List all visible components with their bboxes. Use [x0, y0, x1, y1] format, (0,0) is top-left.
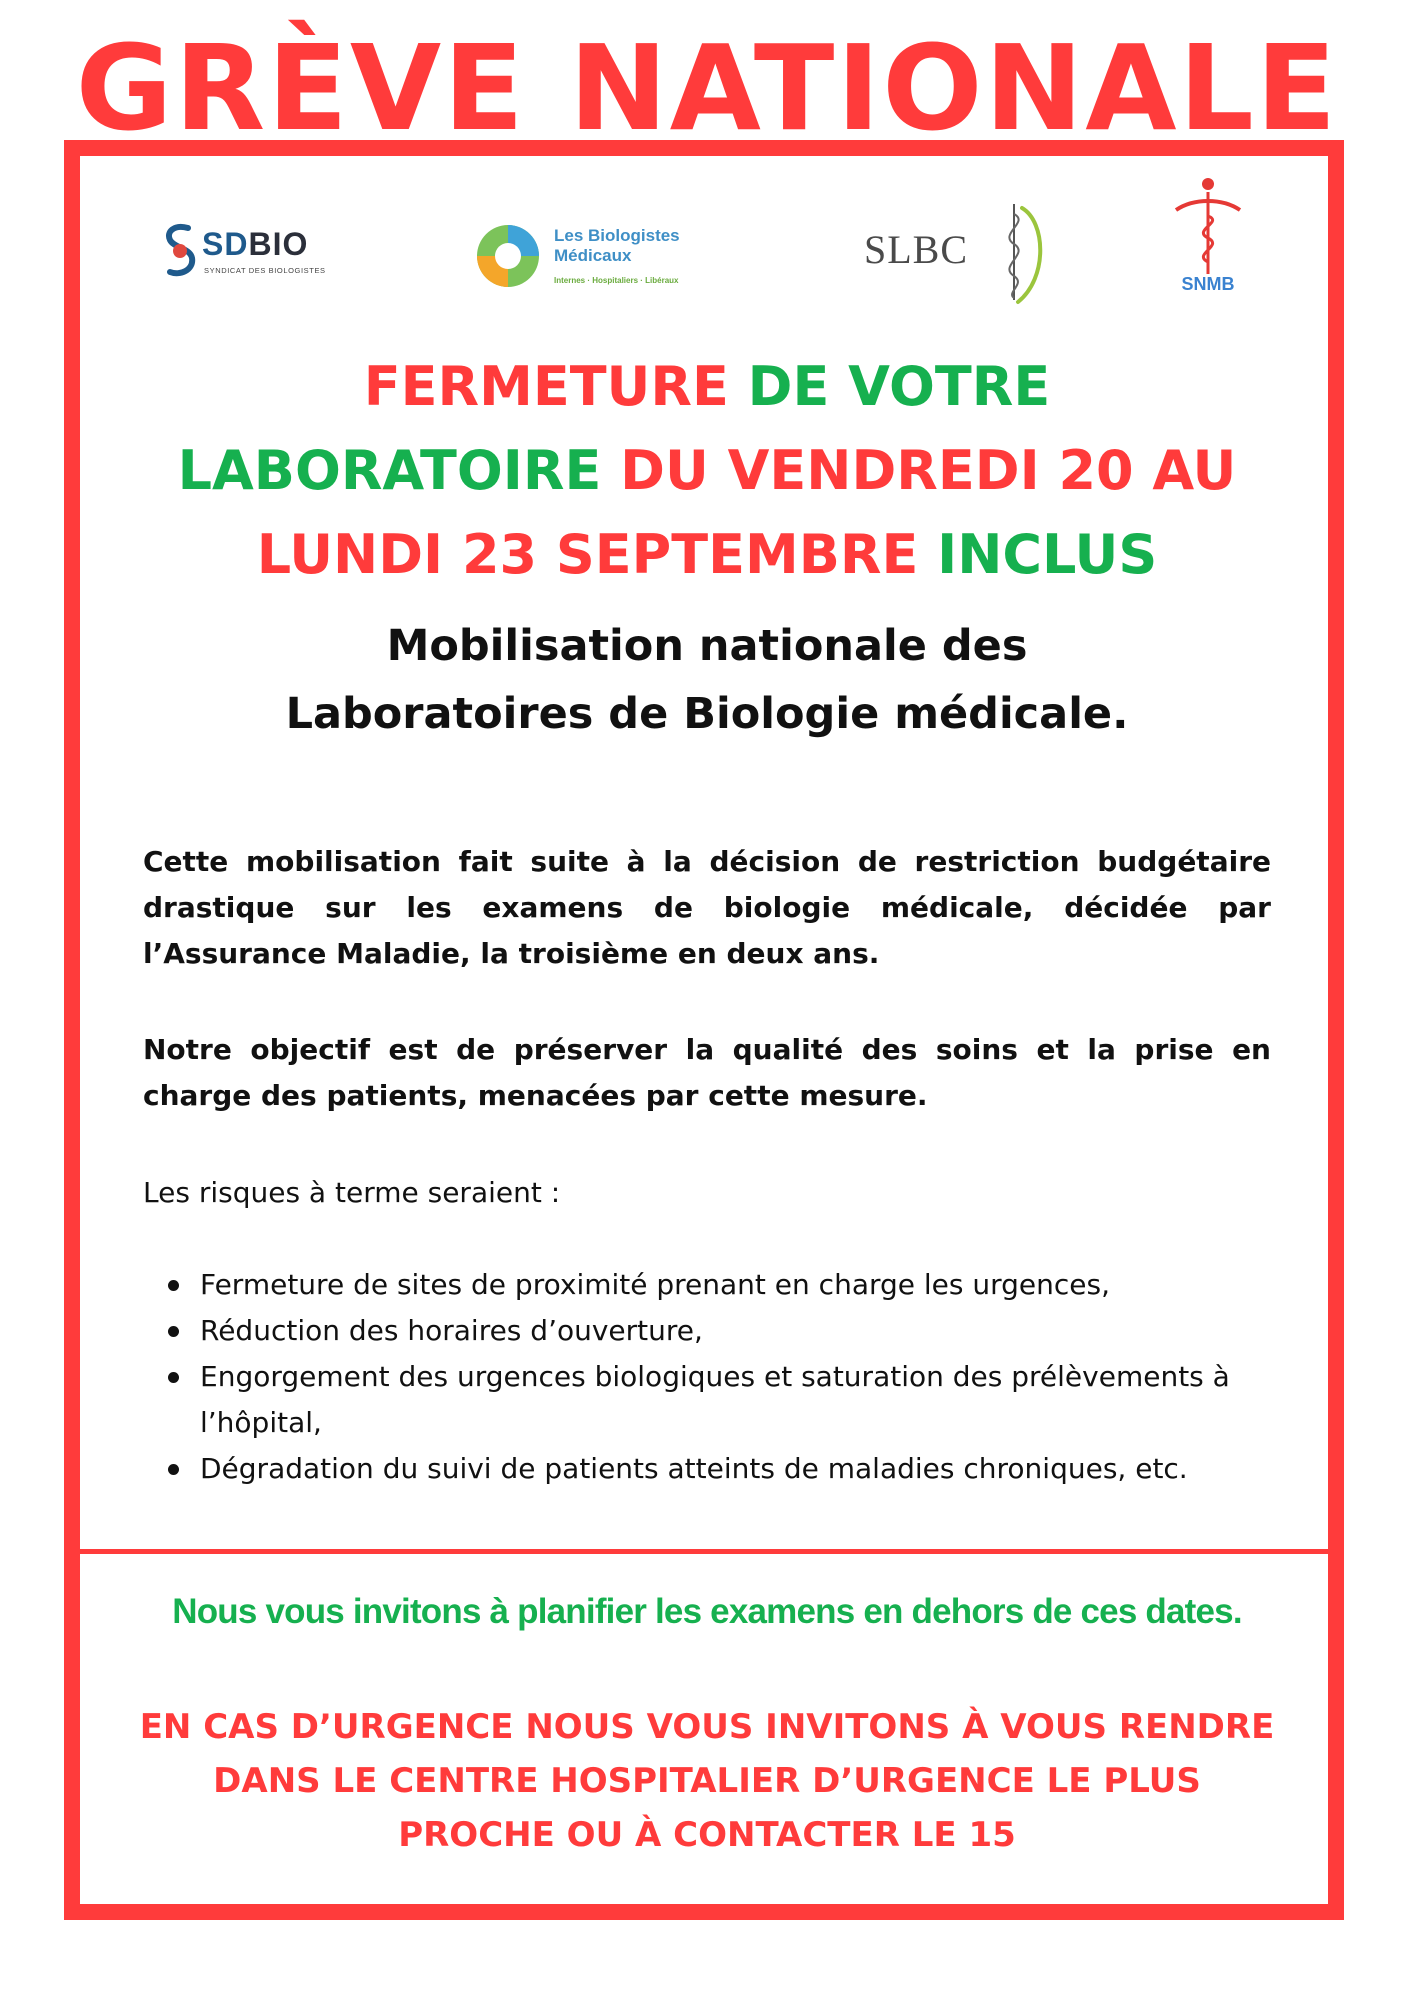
headline-segment: LABORATOIRE: [177, 439, 621, 502]
risk-text: Dégradation du suivi de patients atteints de maladies chroniques, etc.: [200, 1452, 1188, 1485]
risk-text: Engorgement des urgences biologiques et saturation des prélèvements à l’hôpital,: [200, 1360, 1230, 1439]
headline-segment: FERMETURE: [363, 355, 748, 418]
biologistes-medicaux-line2: Médicaux: [554, 246, 632, 265]
emergency-line-2: DANS LE CENTRE HOSPITALIER D’URGENCE LE PLUS: [213, 1761, 1201, 1801]
biologistes-medicaux-line1: Les Biologistes: [554, 226, 680, 245]
emergency-line-1: EN CAS D’URGENCE NOUS VOUS INVITONS À VOUS RENDRE: [139, 1707, 1275, 1747]
risks-intro: Les risques à terme seraient :: [143, 1176, 561, 1209]
subheadline-line-2: Laboratoires de Biologie médicale.: [285, 689, 1129, 739]
section-divider: [80, 1549, 1328, 1554]
page-title: GRÈVE NATIONALE: [75, 19, 1339, 157]
headline-segment: LUNDI 23 SEPTEMBRE: [256, 523, 938, 586]
planning-invitation: Nous vous invitons à planifier les examens en dehors de ces dates.: [172, 1592, 1242, 1631]
biologistes-medicaux-tagline: Internes · Hospitaliers · Libéraux: [554, 276, 679, 285]
headline-segment: DU VENDREDI 20 AU: [620, 439, 1237, 502]
headline-segment: INCLUS: [937, 523, 1158, 586]
headline-segment: DE VOTRE: [747, 355, 1051, 418]
context-paragraph: Cette mobilisation fait suite à la décision de restriction budgétaire drastique sur les examens de biologie médicale, décidée par l’Assurance Maladie, la troisième en deux ans.: [143, 845, 1271, 970]
snmb-name: SNMB: [1181, 274, 1235, 294]
poster-frame: [64, 140, 1344, 1920]
sdbio-name-part2: BIO: [248, 226, 309, 262]
risk-text: Fermeture de sites de proximité prenant en charge les urgences,: [200, 1268, 1111, 1301]
slbc-name: SLBC: [864, 227, 969, 272]
objective-paragraph: Notre objectif est de préserver la qualité des soins et la prise en charge des patients, menacées par cette mesure.: [143, 1033, 1271, 1112]
risk-text: Réduction des horaires d’ouverture,: [200, 1314, 703, 1347]
sdbio-name-part1: SD: [202, 226, 249, 262]
subheadline-line-1: Mobilisation nationale des: [386, 621, 1028, 671]
sdbio-subtitle: SYNDICAT DES BIOLOGISTES: [204, 266, 326, 275]
emergency-line-3: PROCHE OU À CONTACTER LE 15: [398, 1815, 1016, 1855]
